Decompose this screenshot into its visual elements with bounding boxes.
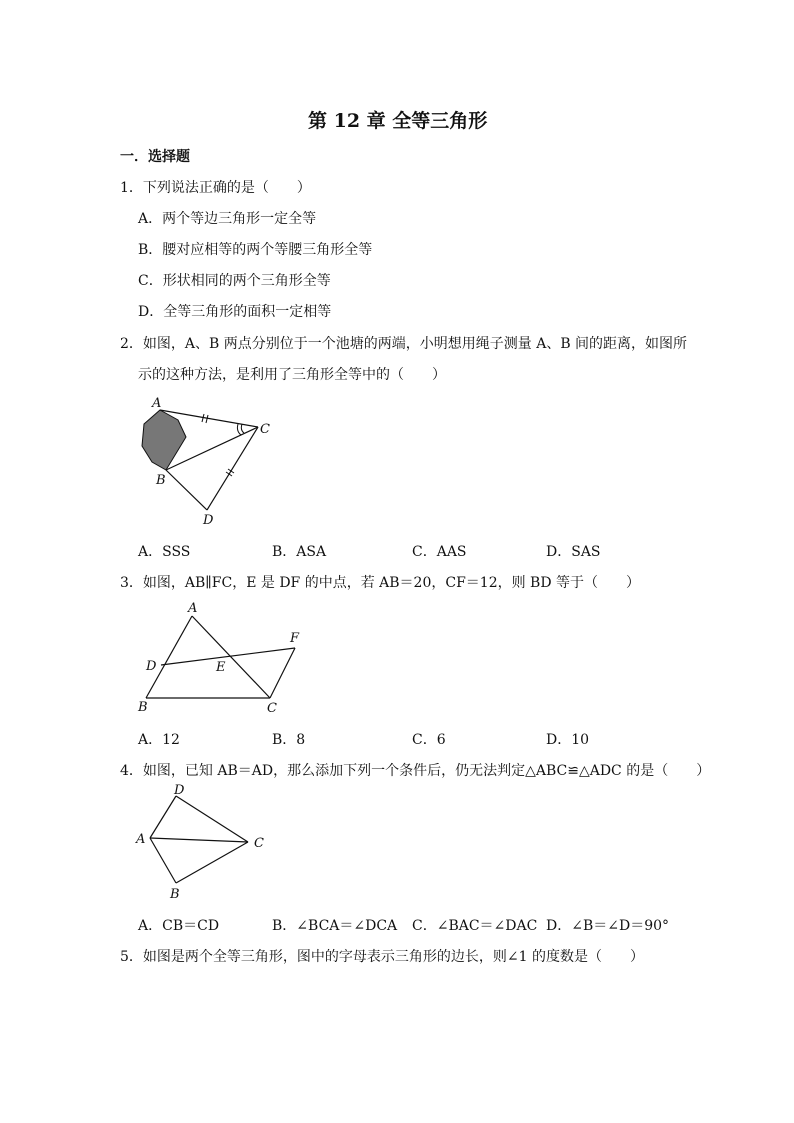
question-2-option-b[interactable]: B．ASA (272, 544, 327, 560)
segment-ab (146, 616, 192, 698)
label-d: D (146, 659, 157, 674)
label-a: A (136, 832, 146, 847)
section-heading: 一．选择题 (120, 149, 190, 165)
question-4-stem: 4．如图，已知 AB＝AD，那么添加下列一个条件后，仍无法判定△ABC≌△ADC 的是（ ） (120, 763, 711, 779)
label-a: A (152, 396, 162, 411)
question-1-stem: 1．下列说法正确的是（ ） (120, 180, 311, 196)
angle-arc-2 (241, 424, 244, 433)
question-3-option-c[interactable]: C．6 (412, 732, 446, 748)
question-1-option-b[interactable]: B．腰对应相等的两个等腰三角形全等 (138, 242, 373, 258)
question-4-option-d[interactable]: D．∠B＝∠D＝90° (546, 918, 670, 934)
label-c: C (267, 701, 277, 716)
question-4-figure (130, 780, 280, 908)
question-4-option-c[interactable]: C．∠BAC＝∠DAC (412, 918, 538, 934)
question-2-option-d[interactable]: D．SAS (546, 544, 601, 560)
question-5-stem: 5．如图是两个全等三角形，图中的字母表示三角形的边长，则∠1 的度数是（ ） (120, 949, 644, 965)
tick-mark-cd-1 (228, 469, 234, 473)
label-f: F (290, 631, 300, 646)
question-2-option-a[interactable]: A．SSS (138, 544, 191, 560)
segment-bc (176, 842, 248, 883)
question-4-option-b[interactable]: B．∠BCA＝∠DCA (272, 918, 398, 934)
pond-shape (142, 410, 186, 470)
segment-dc (176, 796, 248, 842)
tick-mark-ac-2 (206, 415, 208, 423)
question-1-option-a[interactable]: A．两个等边三角形一定全等 (138, 211, 317, 227)
question-2-stem-line2: 示的这种方法，是利用了三角形全等中的（ ） (138, 367, 446, 383)
question-3-option-b[interactable]: B．8 (272, 732, 306, 748)
label-e: E (216, 660, 226, 675)
label-b: B (156, 473, 166, 488)
question-3-figure (130, 598, 320, 718)
label-c: C (260, 422, 270, 437)
segment-ad (150, 796, 176, 838)
tick-mark-cd-2 (226, 472, 232, 476)
segment-ab (150, 838, 176, 883)
question-2-stem-line1: 2．如图，A、B 两点分别位于一个池塘的两端，小明想用绳子测量 A、B 间的距离，如图所 (120, 336, 688, 352)
segment-bd (166, 470, 207, 510)
question-4-option-a[interactable]: A．CB＝CD (138, 918, 220, 934)
question-1-option-c[interactable]: C．形状相同的两个三角形全等 (138, 273, 331, 289)
question-3-stem: 3．如图，AB∥FC，E 是 DF 的中点，若 AB＝20，CF＝12，则 BD 等于（ ） (120, 575, 641, 591)
label-c: C (254, 836, 264, 851)
angle-arc-1 (237, 424, 241, 435)
label-d: D (203, 513, 214, 528)
question-2-option-c[interactable]: C．AAS (412, 544, 467, 560)
page-title: 第 12 章 全等三角形 (308, 110, 488, 132)
label-b: B (138, 700, 148, 715)
label-d: D (174, 783, 185, 798)
segment-ac (192, 616, 270, 698)
question-3-option-d[interactable]: D．10 (546, 732, 590, 748)
segment-fc (270, 648, 295, 698)
question-1-option-d[interactable]: D．全等三角形的面积一定相等 (138, 304, 332, 320)
question-2-figure (130, 390, 290, 530)
label-a: A (188, 601, 198, 616)
segment-ac (150, 838, 248, 842)
label-b: B (170, 887, 180, 902)
question-3-option-a[interactable]: A．12 (138, 732, 180, 748)
segment-df (161, 648, 295, 665)
